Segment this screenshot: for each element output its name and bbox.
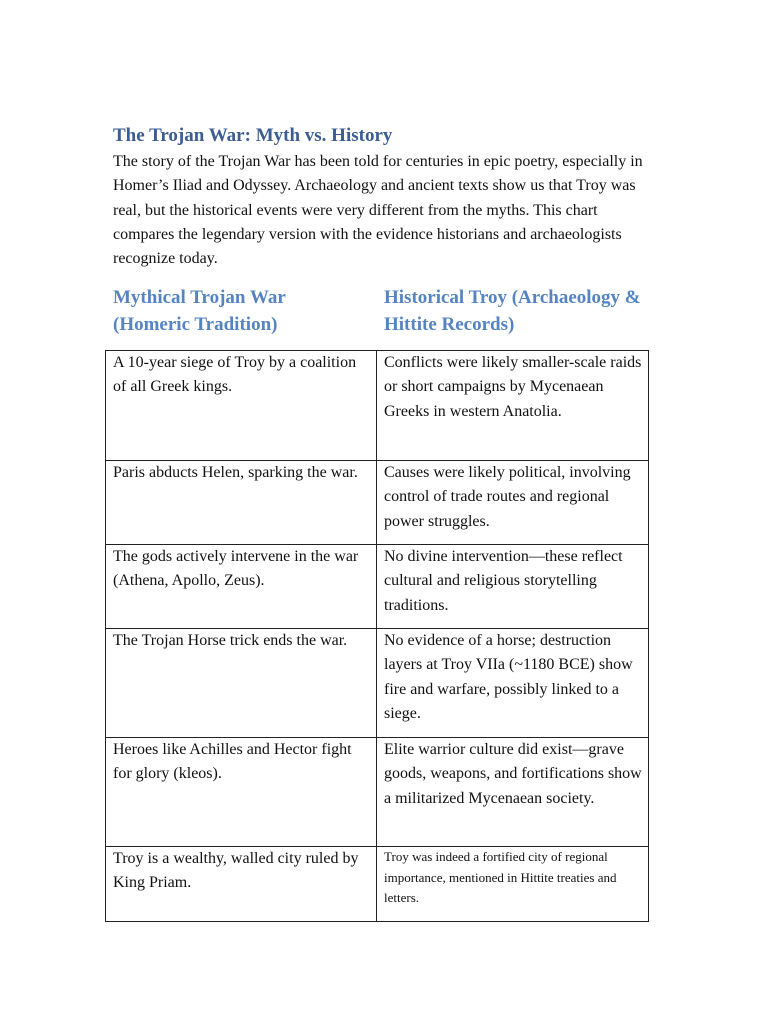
intro-paragraph: The story of the Trojan War has been told for centuries in epic poetry, especially in Homer’s Iliad and Odyssey. Archaeology and ancient texts show us that Troy was real, but the historical events were very different from the myths. This chart compares the legendary version with the evidence historians and archaeologists recognize today. bbox=[113, 153, 643, 268]
myth-cell: Troy is a wealthy, walled city ruled by King Priam. bbox=[106, 847, 377, 922]
column-heading-history: Historical Troy (Archaeology & Hittite Records) bbox=[384, 287, 641, 335]
table-row bbox=[106, 351, 649, 461]
table-row bbox=[106, 738, 649, 847]
myth-cell: Paris abducts Helen, sparking the war. bbox=[106, 461, 377, 545]
table-row bbox=[106, 545, 649, 629]
column-heading-myth: Mythical Trojan War (Homeric Tradition) bbox=[113, 287, 286, 335]
history-cell: No divine intervention—these reflect cultural and religious storytelling traditions. bbox=[377, 545, 649, 629]
history-cell: Causes were likely political, involving control of trade routes and regional power struggles. bbox=[377, 461, 649, 545]
table-row bbox=[106, 847, 649, 922]
history-cell: Troy was indeed a fortified city of regional importance, mentioned in Hittite treaties and letters. bbox=[377, 847, 649, 922]
myth-cell: Heroes like Achilles and Hector fight for glory (kleos). bbox=[106, 738, 377, 847]
table-row bbox=[106, 629, 649, 738]
document-title: The Trojan War: Myth vs. History bbox=[113, 125, 393, 146]
history-cell: Conflicts were likely smaller-scale raids or short campaigns by Mycenaean Greeks in western Anatolia. bbox=[377, 351, 649, 461]
table-row bbox=[106, 461, 649, 545]
history-cell: No evidence of a horse; destruction layers at Troy VIIa (~1180 BCE) show fire and warfare, possibly linked to a siege. bbox=[377, 629, 649, 738]
myth-cell: The Trojan Horse trick ends the war. bbox=[106, 629, 377, 738]
myth-cell: The gods actively intervene in the war (Athena, Apollo, Zeus). bbox=[106, 545, 377, 629]
comparison-table bbox=[105, 350, 649, 922]
myth-cell: A 10-year siege of Troy by a coalition of all Greek kings. bbox=[106, 351, 377, 461]
history-cell: Elite warrior culture did exist—grave goods, weapons, and fortifications show a militarized Mycenaean society. bbox=[377, 738, 649, 847]
